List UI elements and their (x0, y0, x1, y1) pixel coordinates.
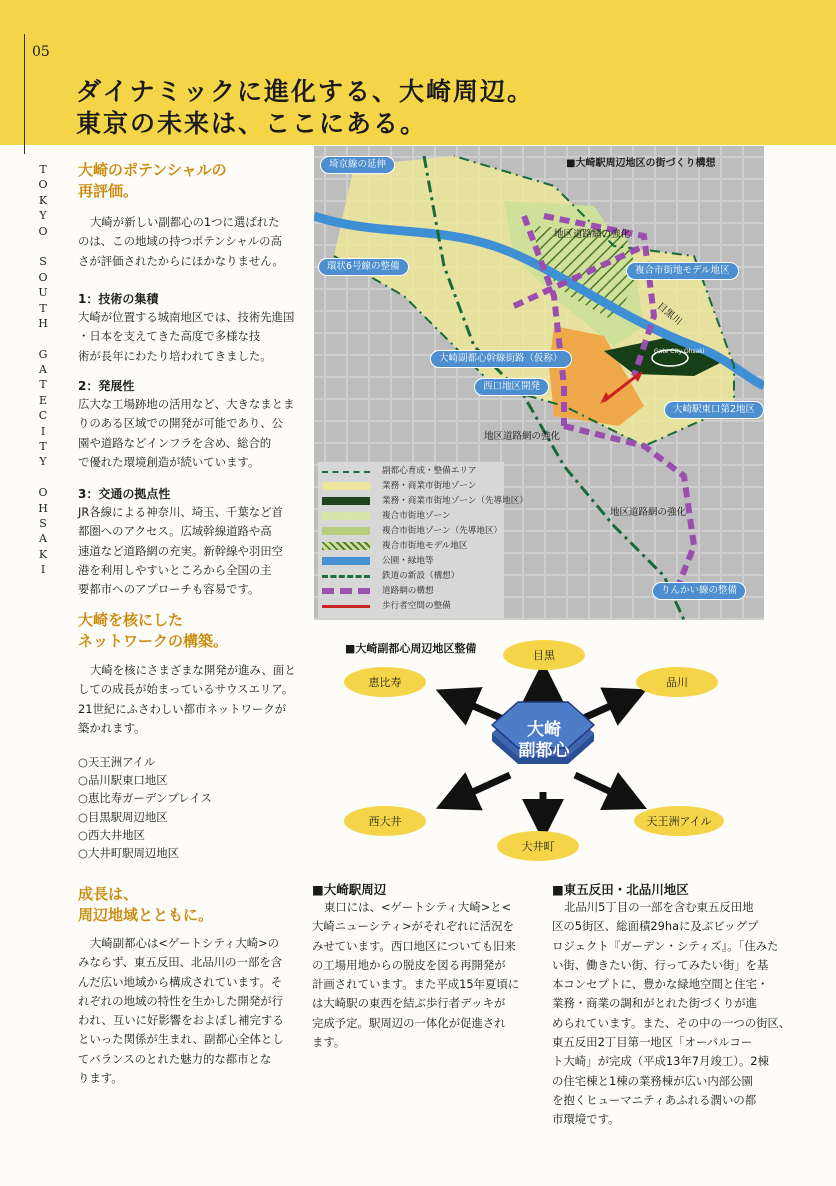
point1-body: 大崎が位置する城南地区では、技術先進国 ・日本を支えてきた高度で多様な技 術が長年にわたり培われてきました。 (78, 310, 295, 363)
list-item: ○大井町駅周辺地区 (78, 845, 180, 860)
point3-title: 3：交通の拠点性 (78, 487, 171, 501)
map-tag-west-exit: 西口地区開発 (474, 378, 549, 396)
point3-body: JR各線による神奈川、埼玉、千葉など首 都圏へのアクセス。広域幹線道路や高 速道など道路網の充実。新幹線や羽田空 港を利用しやすいところから全国の主 要都市へのアプローチも容易です。 (78, 505, 284, 597)
section3-body: 大崎副都心は<ゲートシティ大崎>の みならず、東五反田、北品川の一部を含 んだ広い地域から構成されています。そ れぞれの地域の特性を生かした開発が行 われ、互いに好影響をおよぼし補完する といった関係が生まれ、副都心全体とし てバランスのとれた魅力的な都市とな ります。 (78, 936, 284, 1086)
map-tag-model-district: 複合市街地モデル地区 (626, 262, 739, 280)
legend-item: 公園・緑地等 (322, 554, 504, 568)
section1-intro: 大崎が新しい副都心の1つに選ばれた のは、この地域の持つポテンシャルの高 さが評価されたからにほかなりません。 (78, 215, 284, 268)
diagram-title: ■大崎副都心周辺地区整備 (345, 642, 477, 655)
map-title: ■大崎駅周辺地区の街づくり構想 (566, 158, 716, 169)
map-tag-east-exit: 大崎駅東口第2地区 (664, 401, 764, 419)
legend-swatch (322, 527, 370, 535)
map-tag-ring6: 環状6号線の整備 (318, 258, 409, 276)
map-label-road: 地区道路網の強化 (554, 229, 631, 240)
map-label-river: 目黒川 (654, 300, 684, 328)
page-number: 05 (32, 44, 50, 60)
higashigotanda-body: 北品川5丁目の一部を含む東五反田地 区の5街区、総面積29haに及ぶビッグプ ロジェクト『ガーデン・シティズ』。「住みた い街、働きたい街、行ってみたい街」を基 本コンセプトに、豊かな緑地空間と住宅・ 業務・商業の調和がとれた街づくりが進 められています。また、その中の一つの街区、 東五反田2丁目第一地区「オーバルコー ト大崎」が完成（平成13年7月竣工）。2棟 の住宅棟と1棟の業務棟が広い内部公園 を抱くヒューマニティあふれる潤いの都 市環境です。 (552, 900, 791, 1127)
node-shinagawa: 品川 (636, 667, 718, 697)
map-tag-trunk-road: 大崎副都心幹線街路（仮称） (430, 350, 572, 368)
vertical-title: T O K Y O S O U T H G A T E C I T Y O H S A K I (38, 163, 48, 577)
headline-line-2: 東京の未来は、ここにある。 (76, 109, 428, 138)
section2-body: 大崎を核にさまざまな開発が進み、面と しての成長が始まっているサウスエリア。 21世紀にふさわしい都市ネットワークが 築かれます。 (78, 663, 296, 735)
headline-line-1: ダイナミックに進化する、大崎周辺。 (76, 77, 535, 106)
node-nishioi: 西大井 (344, 806, 426, 836)
map-tag-saikyo-line: 埼京線の延伸 (320, 156, 395, 174)
legend-swatch (322, 542, 370, 550)
list-item: ○目黒駅周辺地区 (78, 809, 168, 824)
higashigotanda-title: ■東五反田・北品川地区 (552, 882, 689, 897)
section2-title: 大崎を核にした ネットワークの構築。 (78, 611, 229, 650)
point2-body: 広大な工場跡地の活用など、大きなまとま りのある区域での開発が可能であり、公 園や道路などインフラを含め、総合的 で優れた環境創造が続いています。 (78, 397, 295, 469)
legend-swatch (322, 471, 370, 473)
legend-swatch (322, 588, 370, 594)
legend-item: 副都心育成・整備エリア (322, 464, 504, 478)
legend-item: 歩行者空間の整備 (322, 599, 504, 613)
point1-title: 1：技術の集積 (78, 292, 159, 306)
legend-item: 鉄道の新設（構想） (322, 569, 504, 583)
legend-swatch (322, 512, 370, 520)
node-oimachi: 大井町 (497, 831, 579, 861)
legend-item: 複合市街地ゾーン（先導地区） (322, 524, 504, 538)
section1-title: 大崎のポテンシャルの 再評価。 (78, 161, 227, 200)
osaki-station-body: 東口には、<ゲートシティ大崎>と< 大崎ニューシティ>がそれぞれに活況を みせています。西口地区についても旧来 の工場用地からの脱皮を図る再開発が 計画されています。また平成15年夏頃に は大崎駅の東西を結ぶ歩行者デッキが 完成予定。駅周辺の一体化が促進され ます。 (312, 900, 520, 1050)
legend-swatch (322, 575, 370, 578)
legend-swatch (322, 557, 370, 565)
legend-swatch (322, 605, 370, 608)
legend-swatch (322, 482, 370, 490)
legend-swatch (322, 497, 370, 505)
map-label-road: 地区道路網の強化 (610, 507, 687, 518)
list-item: ○恵比寿ガーデンプレイス (78, 791, 212, 806)
node-tennozu: 天王洲アイル (634, 806, 724, 836)
legend-item: 業務・商業市街地ゾーン（先導地区） (322, 494, 504, 508)
legend-item: 複合市街地ゾーン (322, 509, 504, 523)
osaki-station-title: ■大崎駅周辺 (312, 882, 387, 897)
margin-rule (24, 34, 25, 154)
legend-item: 業務・商業市街地ゾーン (322, 479, 504, 493)
list-item: ○西大井地区 (78, 827, 145, 842)
list-item: ○天王洲アイル (78, 755, 156, 769)
list-item: ○品川駅東口地区 (78, 773, 168, 788)
node-meguro: 目黒 (503, 640, 585, 670)
section3-title: 成長は、 周辺地域とともに。 (78, 885, 214, 924)
map-tag-rinkai-line: りんかい線の整備 (652, 582, 746, 600)
hub-label: 大崎 副都心 (518, 720, 570, 761)
map-label-gatecity: Gate City Ohsaki (654, 348, 705, 355)
map-label-road: 地区道路網の強化 (484, 431, 561, 442)
map-legend (318, 462, 528, 618)
development-list (78, 753, 212, 862)
node-ebisu: 恵比寿 (344, 667, 426, 697)
legend-item: 道路網の構想 (322, 584, 504, 598)
point2-title: 2：発展性 (78, 379, 135, 393)
legend-item: 複合市街地モデル地区 (322, 539, 504, 553)
